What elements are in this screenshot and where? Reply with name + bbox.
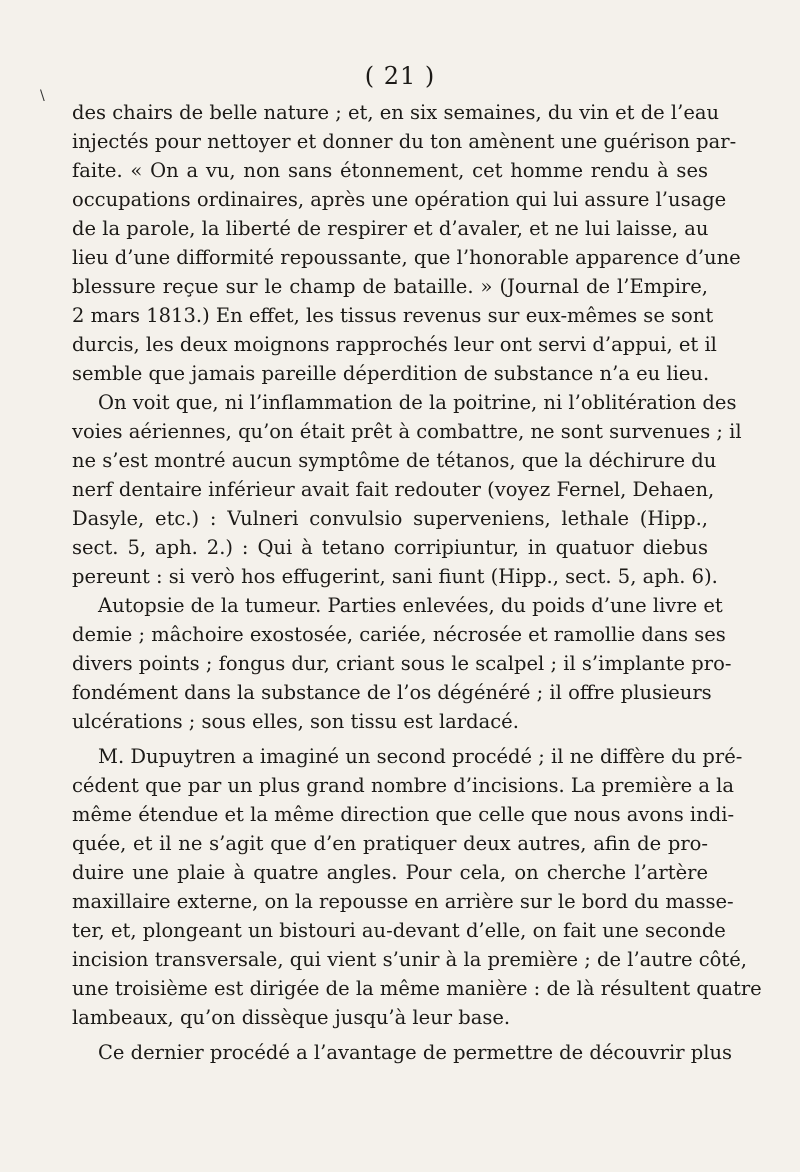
text-line: ter, et, plongeant un bistouri au-devant d’elle, on fait une seconde bbox=[72, 919, 726, 942]
text-line: ulcérations ; sous elles, son tissu est lardacé. bbox=[72, 710, 519, 733]
text-line: ne s’est montré aucun symptôme de tétanos, que la déchirure du bbox=[72, 449, 717, 472]
text-line: On voit que, ni l’inflammation de la poitrine, ni l’oblitération des bbox=[98, 391, 737, 414]
text-line: même étendue et la même direction que celle que nous avons indi- bbox=[72, 803, 735, 826]
body-text bbox=[72, 98, 762, 1067]
text-line: nerf dentaire inférieur avait fait redouter (voyez Fernel, Dehaen, bbox=[72, 478, 715, 501]
text-line: M. Dupuytren a imaginé un second procédé ; il ne diffère du pré- bbox=[98, 745, 743, 768]
text-line: occupations ordinaires, après une opération qui lui assure l’usage bbox=[72, 188, 727, 211]
text-line: cédent que par un plus grand nombre d’incisions. La première a la bbox=[72, 774, 735, 797]
text-line: lieu d’une difformité repoussante, que l’honorable apparence d’une bbox=[72, 246, 741, 269]
margin-mark: \ bbox=[40, 88, 45, 104]
text-line: Ce dernier procédé a l’avantage de permettre de découvrir plus bbox=[98, 1041, 733, 1064]
text-line: durcis, les deux moignons rapprochés leur ont servi d’appui, et il bbox=[72, 333, 717, 356]
text-line: quée, et il ne s’agit que d’en pratiquer deux autres, afin de pro- bbox=[72, 832, 708, 855]
text-line: maxillaire externe, on la repousse en arrière sur le bord du masse- bbox=[72, 890, 734, 913]
text-line: une troisième est dirigée de la même manière : de là résultent quatre bbox=[72, 977, 762, 1000]
text-line: faite. « On a vu, non sans étonnement, cet homme rendu à ses bbox=[72, 159, 708, 182]
page-number: ( 21 ) bbox=[364, 62, 436, 90]
text-line: pereunt : si verò hos effugerint, sani fiunt (Hipp., sect. 5, aph. 6). bbox=[72, 565, 718, 588]
text-line: duire une plaie à quatre angles. Pour cela, on cherche l’artère bbox=[72, 861, 708, 884]
text-line: voies aériennes, qu’on était prêt à combattre, ne sont survenues ; il bbox=[72, 420, 742, 443]
text-line: injectés pour nettoyer et donner du ton amènent une guérison par- bbox=[72, 130, 737, 153]
text-line: des chairs de belle nature ; et, en six semaines, du vin et de l’eau bbox=[72, 101, 720, 124]
text-line: fondément dans la substance de l’os dégénéré ; il offre plusieurs bbox=[72, 681, 712, 704]
text-line: divers points ; fongus dur, criant sous le scalpel ; il s’implante pro- bbox=[72, 652, 732, 675]
text-line: lambeaux, qu’on dissèque jusqu’à leur base. bbox=[72, 1006, 511, 1029]
text-line: de la parole, la liberté de respirer et d’avaler, et ne lui laisse, au bbox=[72, 217, 709, 240]
text-line: sect. 5, aph. 2.) : Qui à tetano corripiuntur, in quatuor diebus bbox=[72, 536, 708, 559]
text-line: Autopsie de la tumeur. Parties enlevées, du poids d’une livre et bbox=[98, 594, 723, 617]
text-line: demie ; mâchoire exostosée, cariée, nécrosée et ramollie dans ses bbox=[72, 623, 726, 646]
text-line: semble que jamais pareille déperdition de substance n’a eu lieu. bbox=[72, 362, 710, 385]
text-line: 2 mars 1813.) En effet, les tissus revenus sur eux-mêmes se sont bbox=[72, 304, 714, 327]
text-line: blessure reçue sur le champ de bataille. » (Journal de l’Empire, bbox=[72, 275, 708, 298]
text-line: incision transversale, qui vient s’unir à la première ; de l’autre côté, bbox=[72, 948, 747, 971]
text-line: Dasyle, etc.) : Vulneri convulsio superveniens, lethale (Hipp., bbox=[72, 507, 708, 530]
